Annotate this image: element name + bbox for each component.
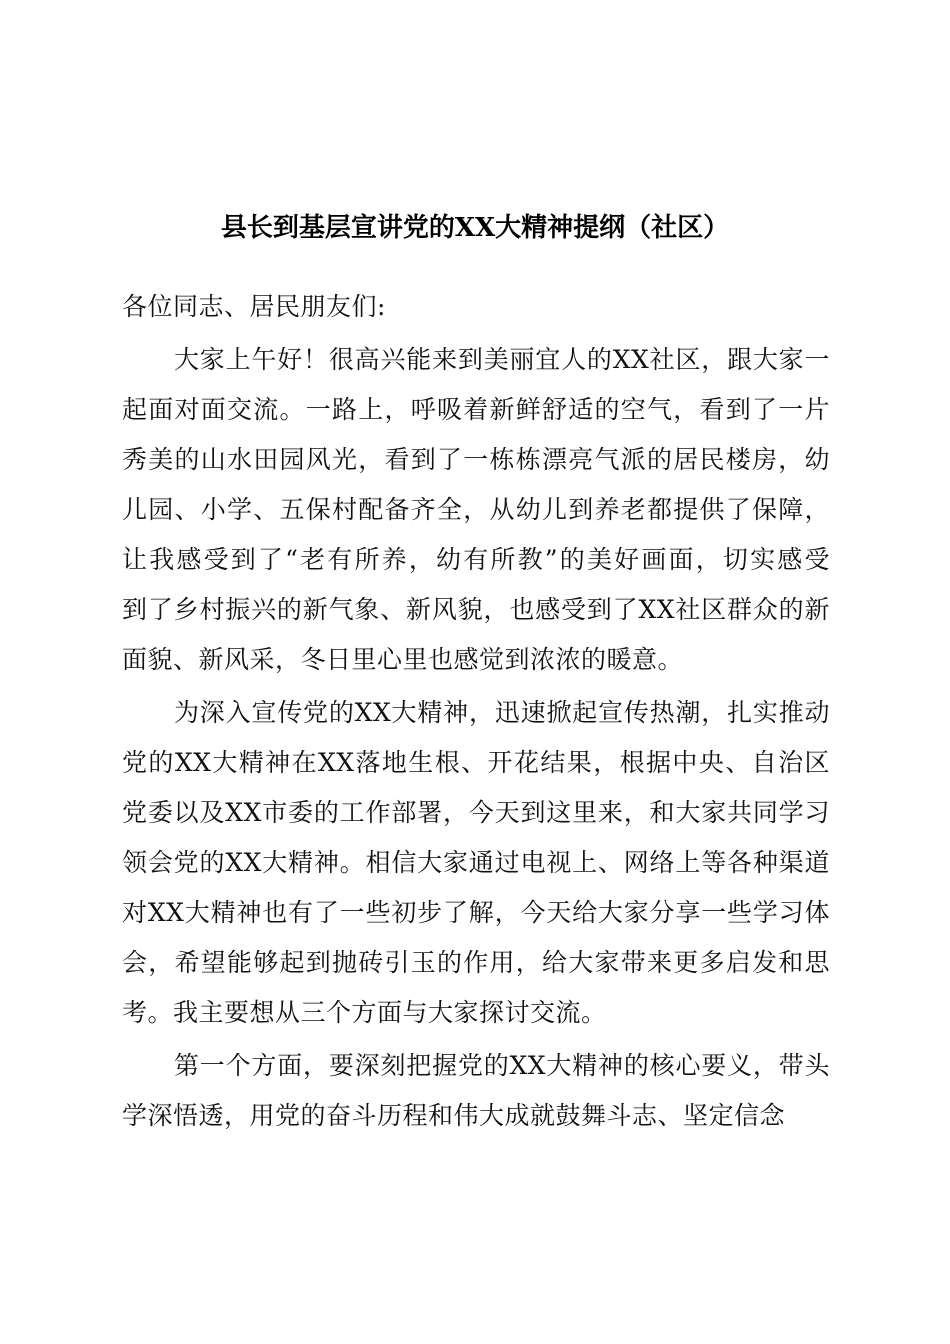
paragraph-line: 儿园、小学、五保村配备齐全，从幼儿到养老都提供了保障， bbox=[122, 495, 830, 524]
paragraph-line: 到了乡村振兴的新气象、新风貌，也感受到了XX社区群众的新 bbox=[122, 595, 830, 624]
paragraph-line: 为深入宣传党的XX大精神，迅速掀起宣传热潮，扎实推动 bbox=[174, 698, 830, 727]
paragraph-line: 考。我主要想从三个方面与大家探讨交流。 bbox=[122, 998, 607, 1027]
paragraph-2 bbox=[122, 688, 830, 1038]
paragraph-line: 秀美的山水田园风光，看到了一栋栋漂亮气派的居民楼房，幼 bbox=[122, 445, 830, 474]
salutation: 各位同志、居民朋友们: bbox=[122, 292, 386, 321]
paragraph-line: 会，希望能够起到抛砖引玉的作用，给大家带来更多启发和思 bbox=[122, 948, 830, 977]
paragraph-line: 对XX大精神也有了一些初步了解，今天给大家分享一些学习体 bbox=[122, 898, 830, 927]
paragraph-line: 党的XX大精神在XX落地生根、开花结果，根据中央、自治区 bbox=[122, 748, 830, 777]
paragraph-line: 党委以及XX市委的工作部署，今天到这里来，和大家共同学习 bbox=[122, 798, 830, 827]
paragraph-line: 面貌、新风采，冬日里心里也感觉到浓浓的暖意。 bbox=[122, 645, 684, 674]
paragraph-line: 让我感受到了“老有所养，幼有所教”的美好画面，切实感受 bbox=[122, 545, 830, 574]
document-body bbox=[122, 282, 830, 1141]
document-title: 县长到基层宣讲党的XX大精神提纲（社区） bbox=[220, 213, 730, 243]
paragraph-line: 学深悟透，用党的奋斗历程和伟大成就鼓舞斗志、坚定信念 bbox=[122, 1101, 786, 1130]
paragraph-line: 领会党的XX大精神。相信大家通过电视上、网络上等各种渠道 bbox=[122, 848, 830, 877]
paragraph-line: 大家上午好！很高兴能来到美丽宜人的XX社区，跟大家一 bbox=[174, 345, 830, 374]
paragraph-line: 第一个方面，要深刻把握党的XX大精神的核心要义，带头 bbox=[174, 1051, 830, 1080]
paragraph-3 bbox=[122, 1041, 830, 1141]
paragraph-line: 起面对面交流。一路上，呼吸着新鲜舒适的空气，看到了一片 bbox=[122, 395, 830, 424]
paragraph-1 bbox=[122, 335, 830, 685]
